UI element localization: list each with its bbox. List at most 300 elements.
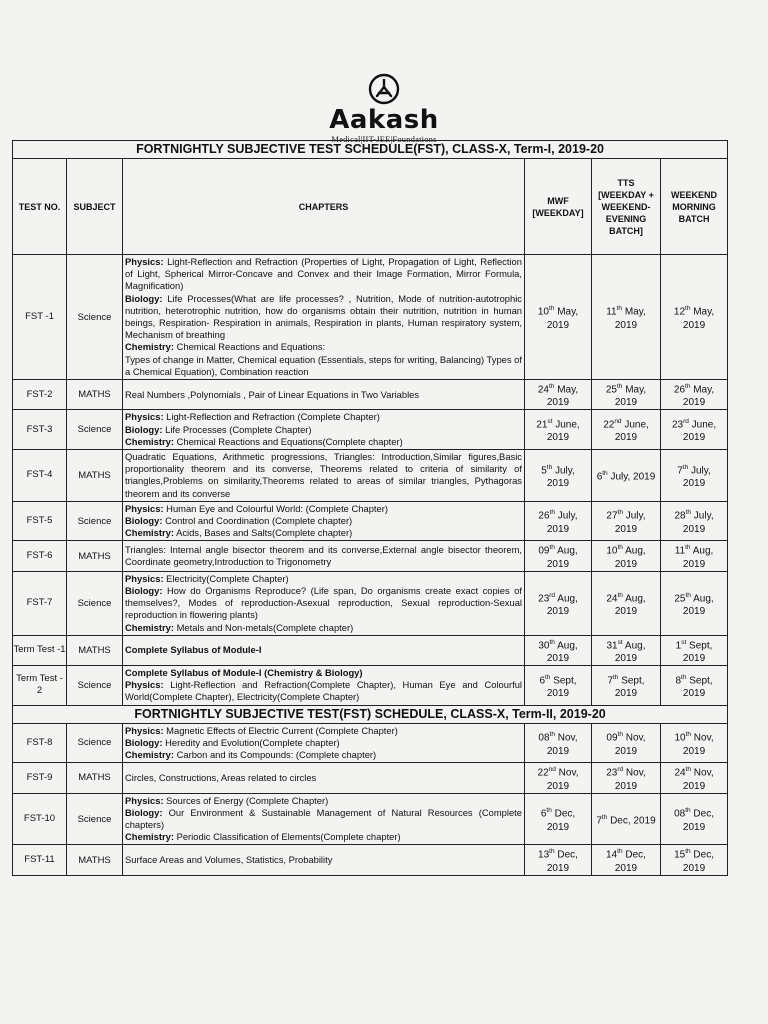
date-cell-we	[661, 723, 728, 763]
date-day: 12	[673, 306, 686, 318]
table-row	[13, 763, 728, 793]
date-day: 7	[677, 465, 683, 477]
date-cell-mwf	[525, 410, 592, 450]
date-suffix: th	[549, 848, 555, 856]
date-cell-tts	[592, 571, 661, 635]
chapter-line	[125, 451, 522, 500]
date-month: Nov,	[693, 732, 714, 744]
date-day: 11	[606, 306, 617, 318]
date-day: 5	[541, 465, 547, 477]
date-month: July, 2019	[610, 471, 656, 483]
date-month: May,	[693, 384, 715, 396]
chapter-line	[125, 622, 522, 634]
date-year: 2019	[546, 558, 570, 570]
date-month: Aug,	[557, 592, 578, 604]
date-day: 24	[606, 592, 618, 604]
date-cell-we	[661, 255, 728, 380]
date-month: Sept,	[553, 675, 577, 687]
date-cell-tts	[592, 449, 661, 501]
date-suffix: th	[685, 731, 691, 739]
chapters-cell	[123, 635, 525, 665]
date-suffix: th	[681, 673, 687, 681]
chapters-cell	[123, 449, 525, 501]
chapter-line	[125, 515, 522, 527]
date-suffix: rd	[549, 591, 556, 599]
date-day: 6	[539, 675, 545, 687]
date-year: 2019	[546, 688, 570, 700]
date-month: July,	[693, 510, 714, 522]
date-month: Nov,	[625, 767, 646, 779]
date-month: Aug,	[693, 592, 714, 604]
date-year: 2019	[614, 558, 638, 570]
chapters-cell	[123, 380, 525, 410]
date-day: 30	[538, 640, 550, 652]
subject-cell: Science	[67, 410, 123, 450]
date-cell-tts	[592, 410, 661, 450]
table-row	[13, 541, 728, 571]
chapter-line	[125, 795, 522, 807]
date-year: 2019	[614, 653, 638, 665]
subject-cell: MATHS	[67, 845, 123, 875]
chapter-line-label: Complete Syllabus of Module-I	[125, 644, 262, 656]
header-mwf: MWF [WEEKDAY]	[525, 159, 592, 255]
chapter-line	[125, 341, 522, 353]
date-suffix: th	[601, 813, 608, 821]
date-month: July,	[625, 510, 646, 522]
date-cell-tts	[592, 763, 661, 793]
chapter-line-label: Physics:	[125, 794, 164, 806]
date-year: 2019	[546, 862, 570, 874]
date-month: May,	[557, 384, 579, 396]
date-cell-tts	[592, 635, 661, 665]
chapter-line-text: Chemical Reactions and Equations:	[173, 341, 326, 353]
table-row	[13, 380, 728, 410]
chapter-line	[125, 831, 522, 843]
date-suffix: st	[681, 638, 687, 646]
chapter-line-text: Light-Reflection and Refraction (Properties of Light, Propagation of Light, Reflection of Light, Spherical Mirror-Concave and Convex and their Image Formation, Mirror Formula, Magnification)	[125, 256, 522, 292]
subject-cell: MATHS	[67, 449, 123, 501]
chapter-line	[125, 527, 522, 539]
subject-cell: Science	[67, 723, 123, 763]
date-day: 26	[673, 384, 686, 396]
chapter-line	[125, 854, 522, 866]
chapters-cell	[123, 410, 525, 450]
chapter-line-label: Chemistry:	[125, 527, 174, 539]
chapter-line-text: Heredity and Evolution(Complete chapter)	[162, 736, 340, 748]
date-month: Dec,	[693, 808, 714, 820]
subject-cell: Science	[67, 793, 123, 845]
date-month: Aug,	[557, 545, 578, 557]
test-no-cell: FST-6	[13, 541, 67, 571]
chapters-cell	[123, 541, 525, 571]
date-day: 25	[674, 592, 686, 604]
date-year: 2019	[682, 688, 706, 700]
chapter-line-label: Chemistry:	[125, 621, 174, 633]
date-year: 2019	[614, 745, 638, 757]
chapter-line-label: Physics:	[125, 679, 164, 691]
chapter-line	[125, 256, 522, 293]
header-chapters: CHAPTERS	[123, 159, 525, 255]
date-suffix: th	[617, 591, 623, 599]
date-day: 10	[537, 306, 549, 318]
date-suffix: th	[685, 766, 691, 774]
date-cell-mwf	[525, 635, 592, 665]
chapters-cell	[123, 845, 525, 875]
date-day: 09	[606, 732, 618, 744]
chapters-cell	[123, 666, 525, 706]
date-month: May,	[625, 384, 647, 396]
date-month: June,	[691, 419, 717, 431]
chapter-line	[125, 679, 522, 703]
date-year: 2019	[682, 432, 706, 444]
date-day: 10	[674, 732, 686, 744]
chapter-line-text: How do Organisms Reproduce? (Life span, Do organisms create exact copies of themselves?, Modes of reproduction-Asexual reproduction, Sexual reproduction-Sexual reproduction in flowering plants)	[125, 584, 522, 621]
date-suffix: th	[685, 591, 691, 599]
chapter-line	[125, 644, 522, 656]
date-cell-tts	[592, 501, 661, 541]
chapters-cell	[123, 501, 525, 541]
chapter-line-text: Light-Reflection and Refraction(Complete Chapter), Human Eye and Colourful World(Complete Chapter), Electricity(Complete Chapter)	[125, 679, 522, 703]
date-month: Aug,	[557, 640, 578, 652]
date-day: 7	[596, 815, 602, 827]
date-day: 25	[605, 384, 617, 396]
header-weekend: WEEKEND MORNING BATCH	[661, 159, 728, 255]
date-suffix: th	[549, 544, 555, 552]
schedule-table	[12, 140, 728, 876]
date-suffix: th	[617, 509, 623, 517]
date-suffix: th	[685, 848, 691, 856]
chapter-line	[125, 503, 522, 515]
chapter-line-text: Control and Coordination (Complete chapter)	[162, 514, 353, 526]
date-year: 2019	[682, 745, 706, 757]
date-cell-we	[661, 763, 728, 793]
date-suffix: th	[685, 807, 691, 815]
date-day: 08	[674, 808, 686, 820]
chapter-line	[125, 424, 522, 436]
chapter-line-text: Periodic Classification of Elements(Complete chapter)	[173, 831, 401, 843]
test-no-cell: Term Test -1	[13, 635, 67, 665]
date-day: 23	[606, 767, 618, 779]
chapter-line-text: Chemical Reactions and Equations(Complete chapter)	[173, 435, 403, 447]
test-no-cell: FST-2	[13, 380, 67, 410]
date-year: 2019	[682, 821, 706, 833]
date-cell-we	[661, 380, 728, 410]
date-year: 2019	[546, 319, 570, 331]
date-month: July,	[557, 510, 578, 522]
date-month: June,	[555, 419, 580, 431]
subject-cell: MATHS	[67, 541, 123, 571]
date-cell-tts	[592, 845, 661, 875]
header-tts: TTS [WEEKDAY + WEEKEND-EVENING BATCH]	[592, 159, 661, 255]
date-year: 2019	[682, 605, 706, 617]
chapter-line	[125, 573, 522, 585]
date-cell-mwf	[525, 571, 592, 635]
chapter-line	[125, 585, 522, 622]
date-suffix: rd	[683, 418, 689, 425]
chapter-line-text: Life Processes(What are life processes? , Nutrition, Mode of nutrition-autotrophic nutrition, heterotrophic nutrition, how do organisms obtain their nutrition, nutrition in human beings, Respiration- Respiration in animals, Respiration in plants, Human respiratory system, Mechanism of breathing	[125, 292, 522, 341]
date-year: 2019	[546, 780, 570, 792]
date-day: 22	[603, 419, 615, 431]
chapter-line-label: Physics:	[125, 411, 164, 423]
table-row	[13, 501, 728, 541]
date-year: 2019	[682, 319, 706, 331]
date-year: 2019	[614, 780, 638, 792]
date-cell-we	[661, 845, 728, 875]
date-suffix: th	[616, 305, 623, 313]
header-test-no: TEST NO.	[13, 159, 67, 255]
chapter-line-label: Chemistry:	[125, 749, 174, 761]
date-year: 2019	[614, 432, 638, 444]
header-subject: SUBJECT	[67, 159, 123, 255]
chapter-line-text: Surface Areas and Volumes, Statistics, Probability	[125, 853, 333, 865]
date-suffix: th	[685, 305, 691, 313]
date-suffix: th	[549, 638, 555, 646]
table-row	[13, 666, 728, 706]
date-suffix: th	[549, 731, 555, 739]
date-year: 2019	[546, 605, 570, 617]
date-month: Nov,	[625, 732, 646, 744]
date-year: 2019	[682, 780, 706, 792]
chapter-line	[125, 667, 522, 679]
chapters-cell	[123, 255, 525, 380]
date-suffix: st	[617, 638, 623, 646]
date-day: 09	[538, 545, 550, 557]
date-suffix: rd	[617, 766, 624, 774]
date-month: July,	[554, 465, 575, 477]
date-cell-mwf	[525, 255, 592, 380]
date-month: Aug,	[625, 545, 646, 557]
chapter-line-text: Life Processes (Complete Chapter)	[162, 423, 312, 435]
brand-tagline: Medical|IIT-JEE|Foundations	[331, 134, 437, 144]
date-suffix: th	[685, 509, 691, 517]
date-year: 2019	[546, 821, 570, 833]
date-month: Aug,	[624, 640, 646, 652]
date-cell-we	[661, 635, 728, 665]
date-cell-mwf	[525, 541, 592, 571]
date-cell-we	[661, 410, 728, 450]
date-year: 2019	[546, 432, 570, 444]
subject-cell: Science	[67, 571, 123, 635]
date-month: Sept,	[689, 675, 713, 687]
chapter-line	[125, 544, 522, 568]
date-suffix: th	[548, 305, 555, 313]
date-year: 2019	[682, 397, 706, 409]
date-cell-tts	[592, 255, 661, 380]
chapter-line	[125, 436, 522, 448]
date-year: 2019	[614, 688, 638, 700]
date-cell-mwf	[525, 666, 592, 706]
chapters-cell	[123, 763, 525, 793]
brand-name: Aakash	[329, 105, 439, 135]
date-day: 23	[671, 419, 684, 431]
test-no-cell: FST-3	[13, 410, 67, 450]
date-month: Dec, 2019	[610, 815, 656, 827]
test-no-cell: FST-9	[13, 763, 67, 793]
chapter-line-text: Sources of Energy (Complete Chapter)	[163, 794, 329, 806]
date-month: May,	[693, 306, 715, 318]
date-day: 26	[538, 510, 550, 522]
date-day: 21	[536, 419, 548, 431]
test-no-cell: FST-11	[13, 845, 67, 875]
date-suffix: th	[613, 673, 619, 681]
date-day: 23	[538, 592, 550, 604]
date-day: 6	[596, 471, 603, 483]
date-month: Dec,	[557, 849, 578, 861]
date-year: 2019	[546, 397, 570, 409]
table-row	[13, 255, 728, 380]
date-year: 2019	[682, 862, 706, 874]
chapter-line-label: Biology:	[125, 292, 163, 304]
table-row	[13, 635, 728, 665]
subject-cell: Science	[67, 666, 123, 706]
date-month: June,	[624, 419, 649, 431]
date-suffix: th	[548, 383, 555, 391]
date-year: 2019	[614, 523, 638, 535]
table-row	[13, 410, 728, 450]
subject-cell: Science	[67, 501, 123, 541]
date-month: Nov,	[558, 767, 579, 779]
chapters-cell	[123, 793, 525, 845]
date-suffix: th	[616, 383, 623, 391]
date-suffix: th	[617, 731, 623, 739]
chapter-line	[125, 293, 522, 342]
chapter-line-label: Chemistry:	[125, 341, 174, 353]
chapter-line-label: Chemistry:	[125, 435, 174, 447]
chapter-line-label: Physics:	[125, 572, 164, 584]
date-suffix: th	[602, 470, 608, 478]
aakash-logo-icon	[367, 72, 401, 106]
date-suffix: st	[547, 418, 553, 425]
date-cell-tts	[592, 723, 661, 763]
chapter-line	[125, 749, 522, 761]
date-suffix: th	[682, 463, 689, 471]
date-suffix: nd	[548, 766, 556, 774]
date-cell-mwf	[525, 763, 592, 793]
date-cell-mwf	[525, 845, 592, 875]
date-cell-we	[661, 449, 728, 501]
date-year: 2019	[546, 478, 570, 490]
date-day: 13	[538, 849, 550, 861]
date-suffix: nd	[614, 418, 622, 425]
date-month: Nov,	[557, 732, 578, 744]
chapter-line	[125, 737, 522, 749]
chapter-line-text: Human Eye and Colourful World: (Complete Chapter)	[163, 502, 388, 514]
table-row	[13, 845, 728, 875]
chapter-line	[125, 725, 522, 737]
chapter-line-text: Our Environment & Sustainable Management of Natural Resources (Complete chapters)	[125, 806, 522, 831]
date-year: 2019	[614, 605, 638, 617]
date-month: Dec,	[625, 849, 646, 861]
date-cell-we	[661, 501, 728, 541]
chapter-line-text: Circles, Constructions, Areas related to circles	[125, 771, 317, 783]
date-day: 1	[675, 640, 682, 652]
chapter-line-label: Biology:	[125, 806, 163, 818]
term2-title: FORTNIGHTLY SUBJECTIVE TEST(FST) SCHEDULE, CLASS-X, Term-II, 2019-20	[13, 705, 728, 723]
test-no-cell: FST -1	[13, 255, 67, 380]
date-month: Dec,	[554, 808, 576, 820]
date-suffix: th	[546, 463, 553, 471]
date-day: 28	[674, 510, 686, 522]
date-month: Nov,	[693, 767, 714, 779]
table-row	[13, 723, 728, 763]
chapter-line	[125, 807, 522, 831]
date-cell-tts	[592, 541, 661, 571]
chapter-line-label: Biology:	[125, 736, 163, 748]
chapter-line	[125, 411, 522, 423]
chapter-line-text: Acids, Bases and Salts(Complete chapter)	[173, 527, 353, 539]
chapter-line-label: Chemistry:	[125, 831, 174, 843]
chapter-line-label: Physics:	[125, 502, 164, 514]
date-suffix: th	[685, 544, 691, 552]
date-cell-mwf	[525, 449, 592, 501]
date-day: 24	[674, 767, 686, 779]
chapter-line-label: Biology:	[125, 514, 163, 526]
chapters-cell	[123, 571, 525, 635]
table-row	[13, 571, 728, 635]
date-cell-tts	[592, 793, 661, 845]
date-day: 08	[538, 732, 550, 744]
chapters-cell	[123, 723, 525, 763]
date-cell-tts	[592, 666, 661, 706]
date-cell-mwf	[525, 723, 592, 763]
chapter-line-label: Biology:	[125, 584, 163, 596]
date-day: 31	[606, 640, 618, 652]
chapter-line-label: Biology:	[125, 423, 163, 435]
date-year: 2019	[546, 745, 570, 757]
date-year: 2019	[682, 478, 706, 490]
term1-rows	[13, 255, 728, 706]
date-day: 10	[606, 545, 618, 557]
date-month: Sept,	[621, 675, 645, 687]
date-cell-we	[661, 541, 728, 571]
test-no-cell: FST-4	[13, 449, 67, 501]
date-month: May,	[624, 306, 646, 318]
table-row	[13, 793, 728, 845]
chapter-line-text: Real Numbers ,Polynomials , Pair of Linear Equations in Two Variables	[125, 388, 420, 400]
chapter-line-text: Light-Reflection and Refraction (Complete Chapter)	[163, 411, 380, 423]
test-no-cell: FST-5	[13, 501, 67, 541]
date-cell-mwf	[525, 793, 592, 845]
date-year: 2019	[682, 653, 706, 665]
date-year: 2019	[682, 523, 706, 535]
test-no-cell: FST-7	[13, 571, 67, 635]
chapter-line-text: Types of change in Matter, Chemical equation (Essentials, steps for writing, Balancing) Types of a Chemical Equation), Combination reaction	[125, 353, 522, 377]
date-suffix: th	[549, 509, 555, 517]
date-suffix: th	[685, 383, 691, 391]
date-year: 2019	[614, 397, 638, 409]
chapter-line-text: Triangles: Internal angle bisector theorem and its converse,External angle bisector theorem, Coordinate geometry,Introduction to Trigonometry	[125, 543, 522, 568]
date-year: 2019	[546, 523, 570, 535]
date-suffix: th	[617, 544, 623, 552]
term2-rows	[13, 723, 728, 875]
date-cell-we	[661, 571, 728, 635]
date-day: 27	[606, 510, 618, 522]
date-month: Aug,	[625, 592, 646, 604]
date-cell-tts	[592, 380, 661, 410]
date-day: 15	[674, 849, 686, 861]
chapter-line-label: Physics:	[125, 724, 164, 736]
subject-cell: MATHS	[67, 763, 123, 793]
date-day: 11	[674, 545, 686, 557]
date-cell-mwf	[525, 380, 592, 410]
chapter-line-text: Carbon and its Compounds: (Complete chapter)	[173, 749, 377, 761]
subject-cell: MATHS	[67, 380, 123, 410]
date-cell-we	[661, 666, 728, 706]
date-month: Sept,	[689, 640, 713, 652]
chapter-line	[125, 772, 522, 784]
date-year: 2019	[614, 862, 638, 874]
date-cell-mwf	[525, 501, 592, 541]
